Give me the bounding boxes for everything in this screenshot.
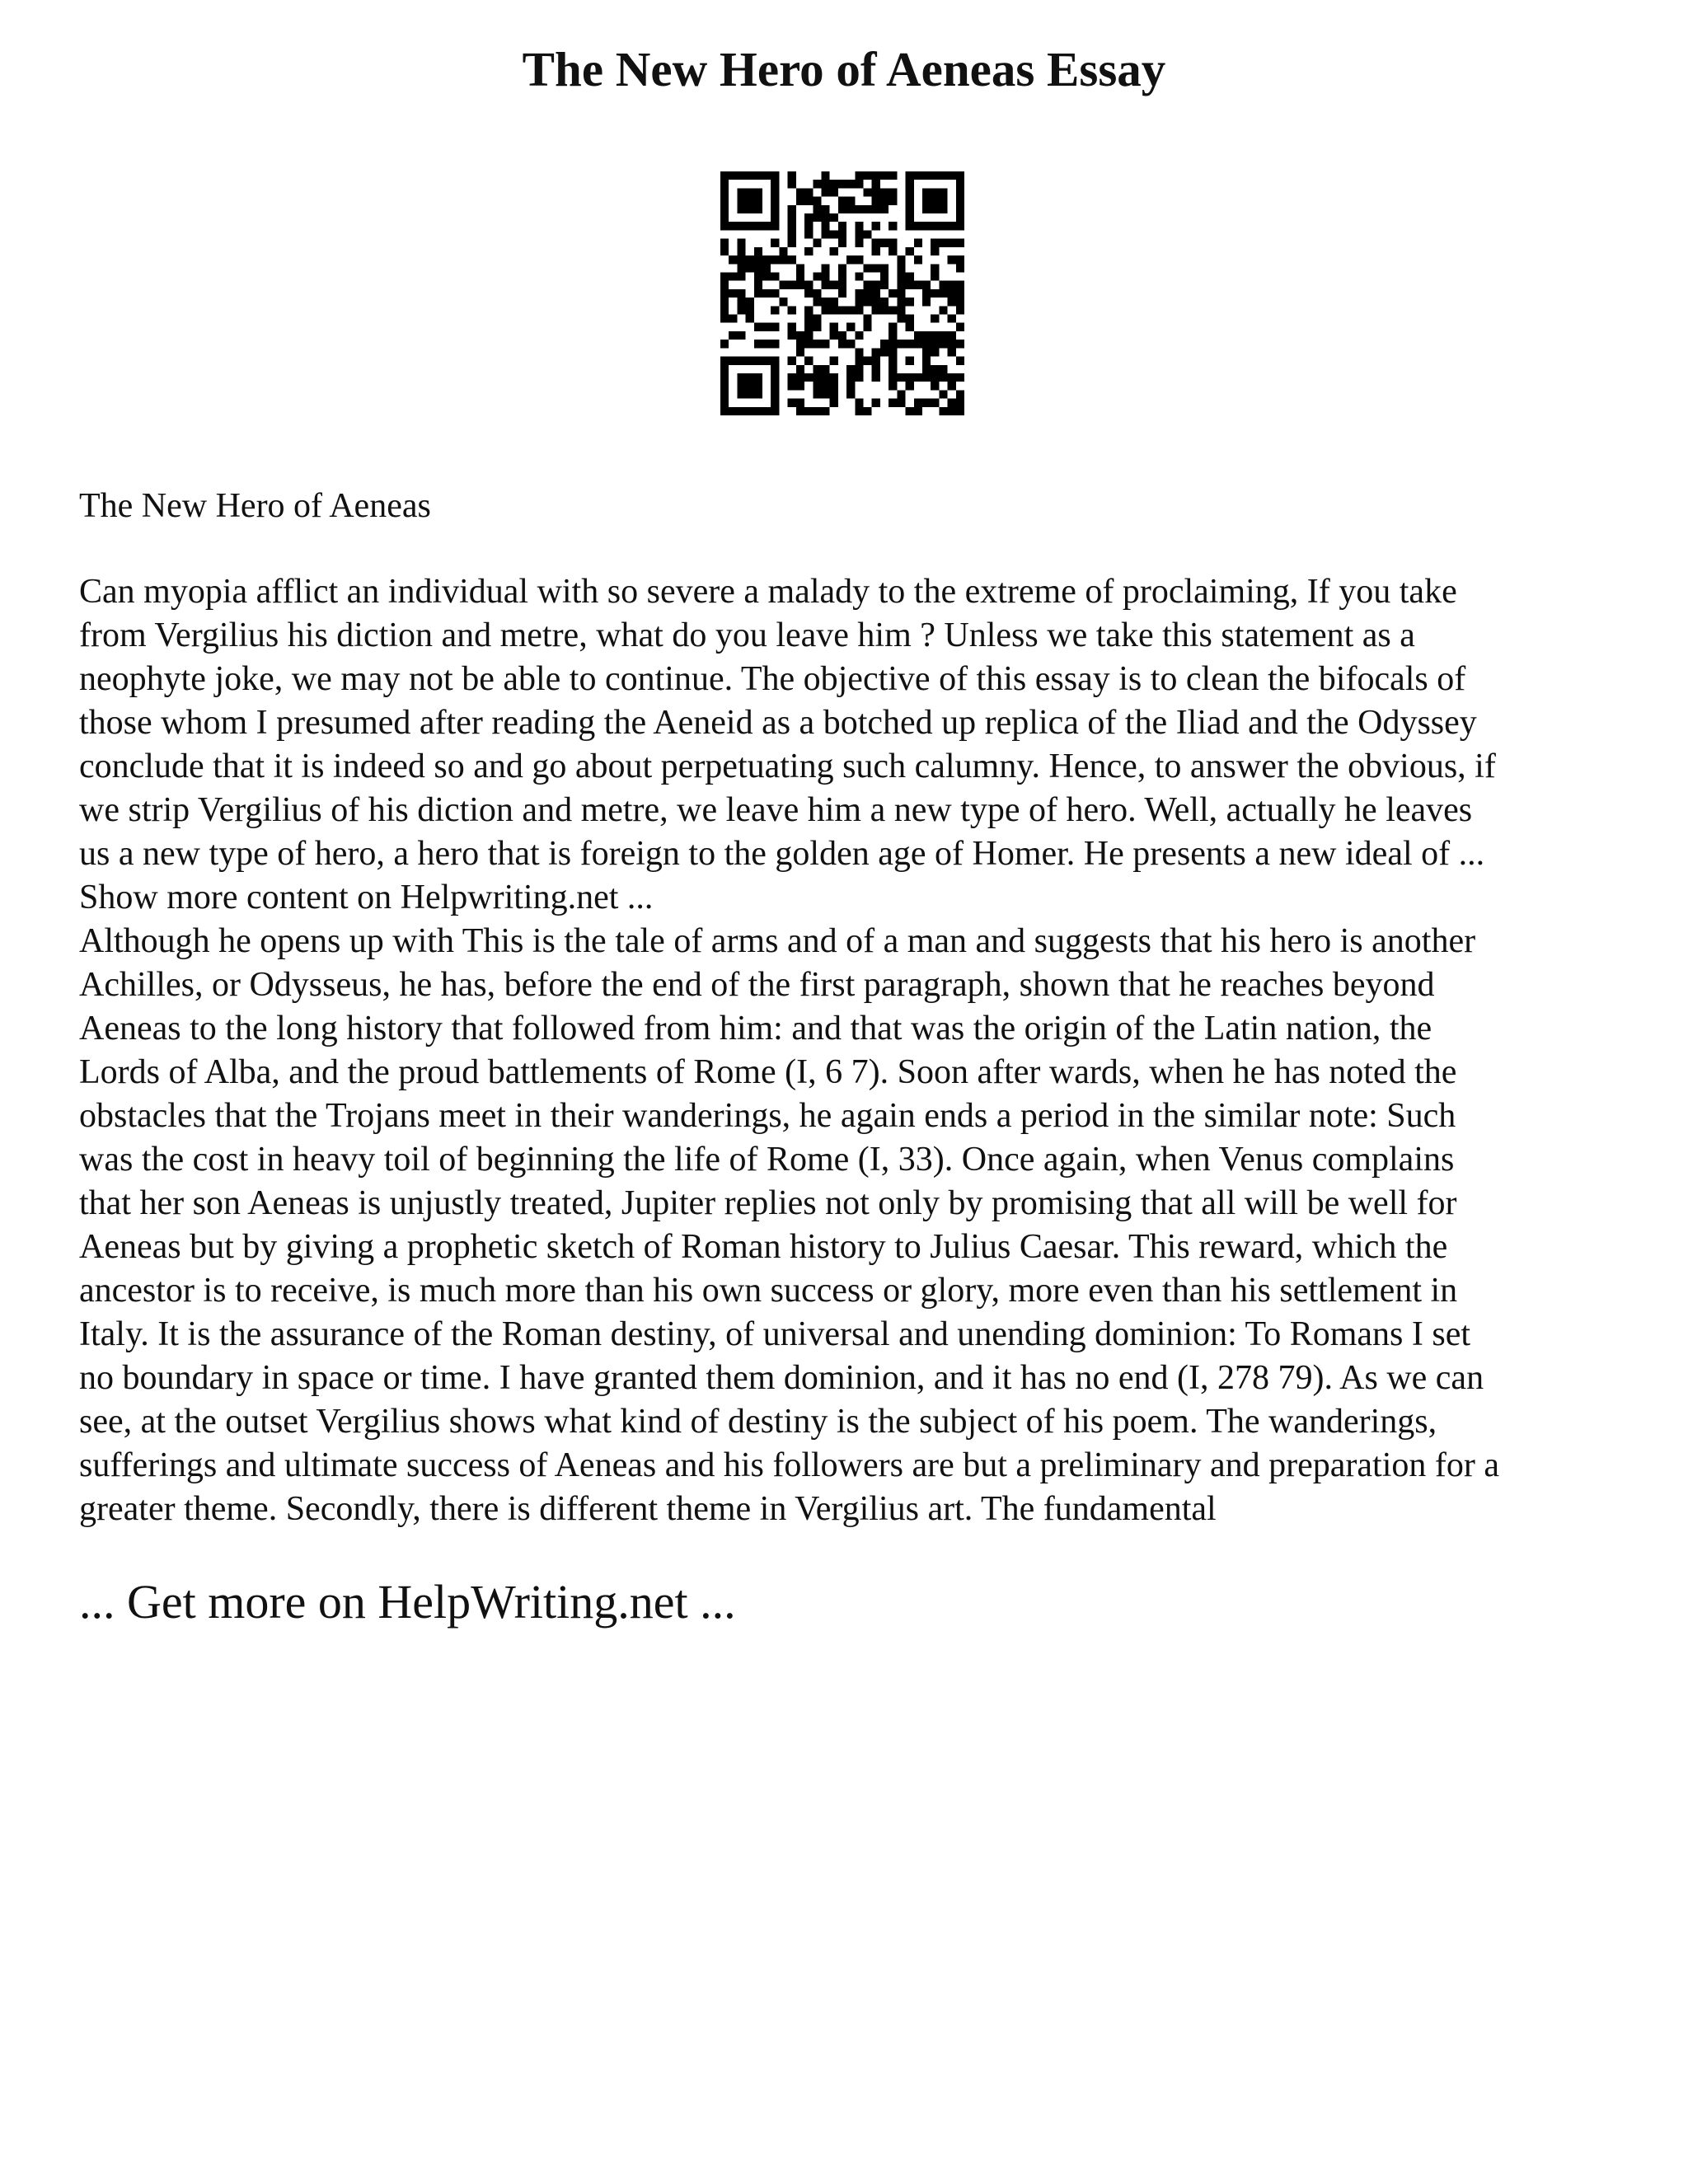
paragraph2-line: no boundary in space or time. I have granted them dominion, and it has no end (I, 278 79). As we can — [79, 1359, 1484, 1397]
paragraph1-line: conclude that it is indeed so and go about perpetuating such calumny. Hence, to answer the obvious, if — [79, 748, 1496, 785]
paragraph2-line: Lords of Alba, and the proud battlements of Rome (I, 6 7). Soon after wards, when he has noted the — [79, 1053, 1457, 1091]
essay-subheading: The New Hero of Aeneas — [79, 487, 431, 525]
paragraph2-line: greater theme. Secondly, there is different theme in Vergilius art. The fundamental — [79, 1490, 1217, 1528]
get-more-link[interactable]: ... Get more on HelpWriting.net ... — [79, 1575, 736, 1629]
paragraph2-line: Achilles, or Odysseus, he has, before the end of the first paragraph, shown that he reaches beyond — [79, 966, 1435, 1004]
paragraph2-line: Aeneas to the long history that followed from him: and that was the origin of the Latin nation, the — [79, 1010, 1432, 1047]
essay-body — [79, 570, 1629, 1531]
paragraph1-line: Can myopia afflict an individual with so severe a malady to the extreme of proclaiming, If you take — [79, 573, 1457, 611]
paragraph2-line: obstacles that the Trojans meet in their wanderings, he again ends a period in the similar note: Such — [79, 1097, 1456, 1135]
qr-code-icon — [720, 171, 964, 415]
paragraph1-line: from Vergilius his diction and metre, what do you leave him ? Unless we take this statement as a — [79, 616, 1415, 654]
paragraph1-line: neophyte joke, we may not be able to continue. The objective of this essay is to clean the bifocals of — [79, 660, 1466, 698]
paragraph2-line: sufferings and ultimate success of Aeneas and his followers are but a preliminary and preparation for a — [79, 1446, 1499, 1484]
paragraph2-line: see, at the outset Vergilius shows what kind of destiny is the subject of his poem. The wanderings, — [79, 1403, 1437, 1441]
paragraph2-line: ancestor is to receive, is much more than his own success or glory, more even than his settlement in — [79, 1272, 1458, 1310]
paragraph2-line: Although he opens up with This is the tale of arms and of a man and suggests that his hero is another — [79, 922, 1476, 960]
document-title: The New Hero of Aeneas Essay — [522, 42, 1166, 96]
paragraph1-line: us a new type of hero, a hero that is foreign to the golden age of Homer. He presents a new ideal of ... — [79, 835, 1485, 873]
show-more-link[interactable]: Show more content on Helpwriting.net ... — [79, 879, 654, 916]
paragraph1-line: those whom I presumed after reading the Aeneid as a botched up replica of the Iliad and the Odyssey — [79, 704, 1477, 742]
paragraph2-line: was the cost in heavy toil of beginning the life of Rome (I, 33). Once again, when Venus complains — [79, 1141, 1455, 1179]
paragraph1-line: we strip Vergilius of his diction and metre, we leave him a new type of hero. Well, actually he leaves — [79, 791, 1473, 829]
paragraph2-line: Italy. It is the assurance of the Roman destiny, of universal and unending dominion: To Romans I set — [79, 1315, 1471, 1353]
paragraph2-line: that her son Aeneas is unjustly treated, Jupiter replies not only by promising that all will be well for — [79, 1184, 1457, 1222]
paragraph2-line: Aeneas but by giving a prophetic sketch of Roman history to Julius Caesar. This reward, which the — [79, 1228, 1448, 1266]
